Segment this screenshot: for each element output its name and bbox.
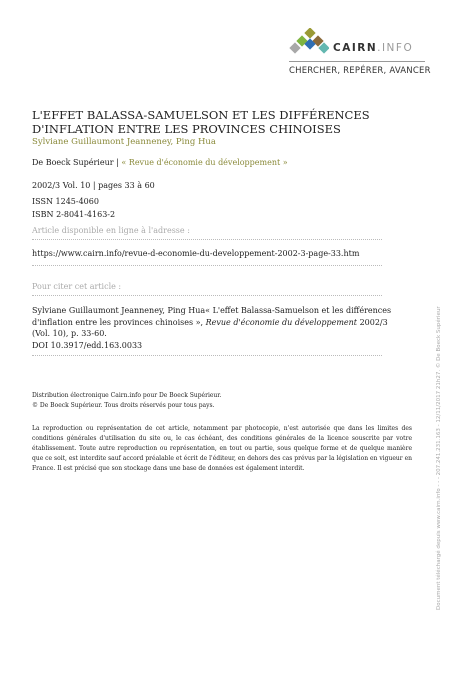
divider <box>32 295 382 296</box>
distribution-text: Distribution électronique Cairn.info pour De Boeck Supérieur. <box>32 392 222 399</box>
article-title: L'EFFET BALASSA-SAMUELSON ET LES DIFFÉRENCES D'INFLATION ENTRE LES PROVINCES CHINOISES <box>32 108 370 136</box>
article-authors[interactable]: Sylviane Guillaumont Jeanneney, Ping Hua <box>32 137 216 147</box>
journal-name[interactable]: « Revue d'économie du développement » <box>121 158 288 167</box>
divider <box>32 355 382 356</box>
publisher-separator: | <box>113 158 122 167</box>
divider <box>32 239 382 240</box>
issn: ISSN 1245-4060 <box>32 197 99 206</box>
distribution-notice <box>32 391 412 411</box>
citation-doi[interactable]: DOI 10.3917/edd.163.0033 <box>32 340 143 350</box>
brand-main: CAIRN <box>333 42 378 54</box>
citation-part1: Sylviane Guillaumont Jeanneney, Ping Hua« L'effet Balassa-Samuelson et les différences d'inflation entre les provinces chinoises », <box>32 306 392 327</box>
cite-label: Pour citer cet article : <box>32 282 122 291</box>
brand-tagline: CHERCHER, REPÉRER, AVANCER <box>289 66 431 76</box>
article-url[interactable]: https://www.cairn.info/revue-d-economie-du-developpement-2002-3-page-33.htm <box>32 249 360 258</box>
brand-name <box>333 42 413 54</box>
citation-text <box>32 305 392 351</box>
citation-journal: Revue d'économie du développement <box>205 317 358 327</box>
download-watermark: Document téléchargé depuis www.cairn.info - - - 207.241.231.163 - 12/11/2017 21h27. © De Boeck Supérieur <box>436 306 442 610</box>
citation-part2: 2002/3 (Vol. 10), p. 33-60. <box>32 317 388 338</box>
publisher-name[interactable]: De Boeck Supérieur <box>32 158 114 167</box>
logo-divider <box>289 61 425 62</box>
publisher-line <box>32 158 288 167</box>
cairn-logo-icon <box>289 28 329 58</box>
divider <box>32 265 382 266</box>
logo-tile-gray <box>289 42 300 53</box>
isbn: ISBN 2-8041-4163-2 <box>32 210 116 219</box>
brand-suffix: .INFO <box>377 42 414 54</box>
issue-info: 2002/3 Vol. 10 | pages 33 à 60 <box>32 181 155 190</box>
cairn-logo[interactable] <box>289 28 429 82</box>
legal-notice: La reproduction ou représentation de cet article, notamment par photocopie, n'est autorisée que dans les limites des conditions générales d'utilisation du site ou, le cas échéant, des conditions générales de la licence souscrite par votre établissement. Toute autre reproduction ou représentation, en tout ou partie, sous quelque forme et de quelque manière que ce soit, est interdite sauf accord préalable et écrit de l'éditeur, en dehors des cas prévus par la législation en vigueur en France. Il est précisé que son stockage dans une base de données est également interdit. <box>32 425 412 472</box>
copyright-text: © De Boeck Supérieur. Tous droits réservés pour tous pays. <box>32 402 215 409</box>
online-label: Article disponible en ligne à l'adresse : <box>32 226 190 235</box>
logo-tile-olive <box>304 28 315 39</box>
